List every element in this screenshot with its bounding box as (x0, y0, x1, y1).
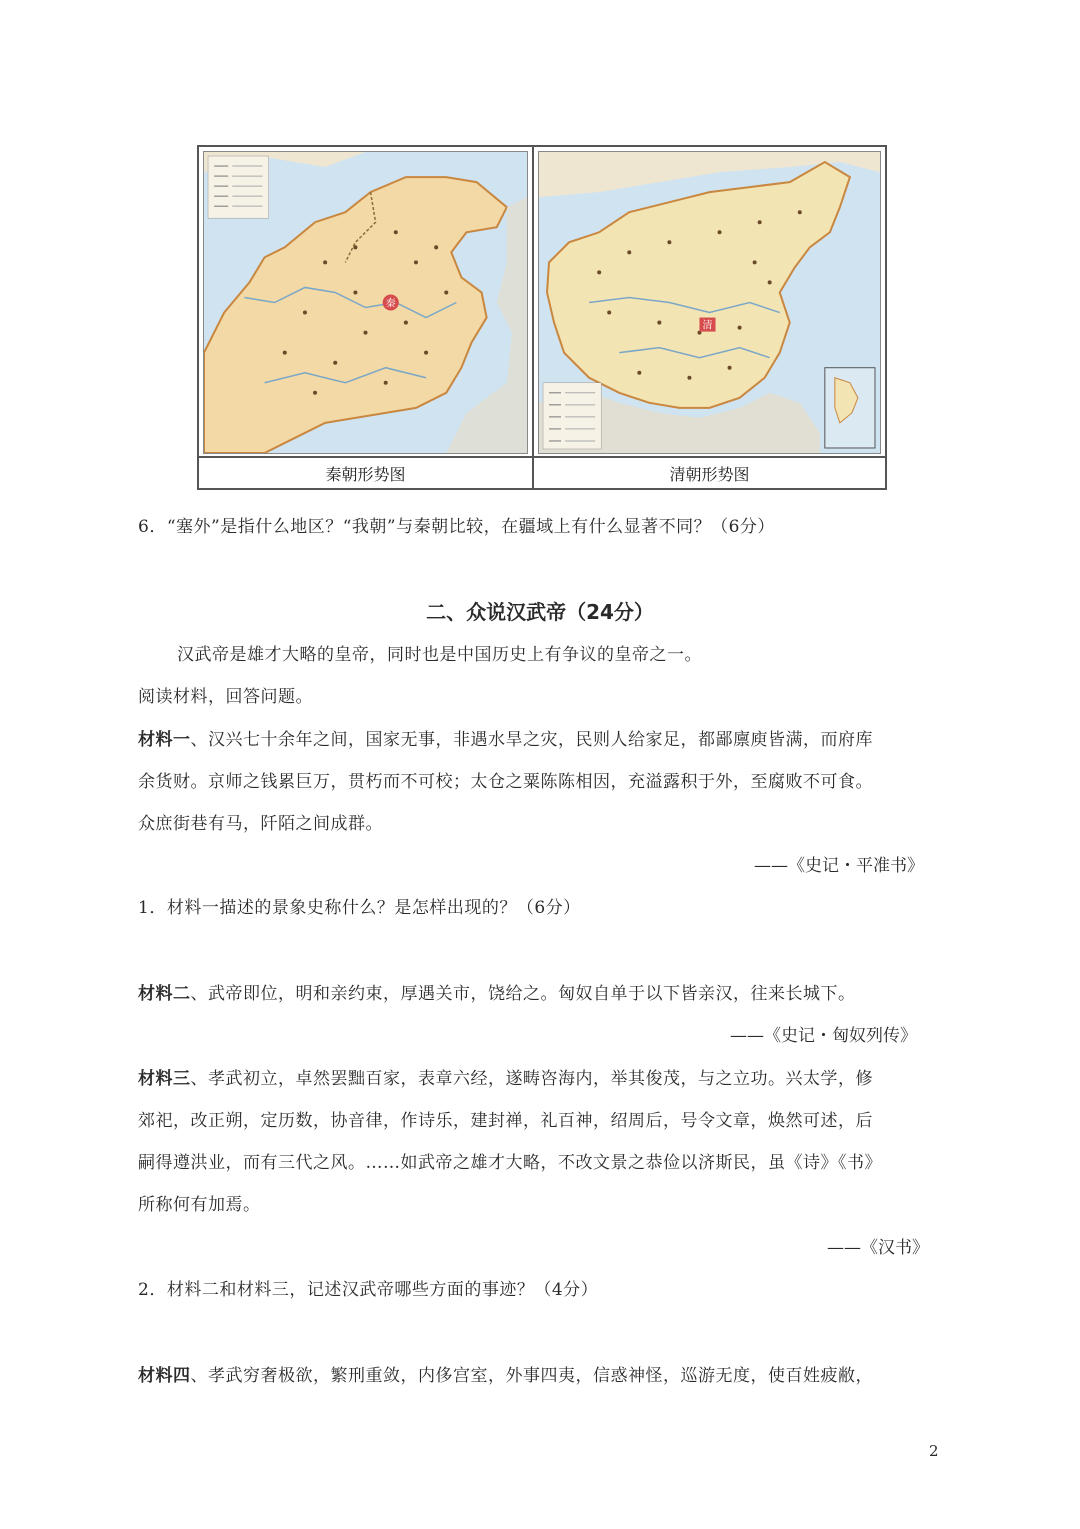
material-2-text-1: 、武帝即位，明和亲约束，厚遇关市，饶给之。匈奴自单于以下皆亲汉，往来长城下。 (190, 984, 856, 1004)
question-2: 2．材料二和材料三，记述汉武帝哪些方面的事迹？（4分） (138, 1280, 599, 1300)
qing-map-panel (534, 147, 885, 490)
qin-map-svg (204, 152, 527, 453)
question-6: 6．“塞外”是指什么地区？“我朝”与秦朝比较，在疆域上有什么显著不同？（6分） (138, 517, 775, 537)
material-3-source: ——《汉书》 (827, 1238, 929, 1258)
material-3-text-1: 、孝武初立，卓然罢黜百家，表章六经，遂畴咨海内，举其俊茂，与之立功。兴太学，修 (190, 1069, 873, 1089)
material-4-text-1: 、孝武穷奢极欲，繁刑重敛，内侈宫室，外事四夷，信惑神怪，巡游无度，使百姓疲敝， (190, 1366, 873, 1386)
material-3-line-4: 所称何有加焉。 (138, 1195, 261, 1215)
qing-map-svg (539, 152, 880, 453)
material-1-line-1 (138, 725, 873, 750)
section-intro: 汉武帝是雄才大略的皇帝，同时也是中国历史上有争议的皇帝之一。 (177, 645, 702, 665)
material-1-text-1: 、汉兴七十余年之间，国家无事，非遇水旱之灾，民则人给家足，都鄙廪庾皆满，而府库 (190, 730, 873, 750)
material-4-line-1 (138, 1361, 873, 1386)
material-1-line-2: 余货财。京师之钱累巨万，贯朽而不可校；太仓之粟陈陈相因，充溢露积于外，至腐败不可食。 (138, 772, 873, 792)
material-2-label: 材料二 (138, 984, 191, 1004)
qin-map-panel (199, 147, 534, 490)
section-title: 二、众说汉武帝（24分） (426, 600, 654, 624)
qing-center-label: 清 (702, 320, 713, 332)
qin-map-image (203, 151, 528, 454)
material-2-line-1 (138, 979, 856, 1004)
material-4-label: 材料四 (138, 1366, 191, 1386)
map-figure (197, 145, 887, 490)
page-number: 2 (929, 1442, 939, 1460)
material-3-line-2: 郊祀，改正朔，定历数，协音律，作诗乐，建封禅，礼百神，绍周后，号令文章，焕然可述，后 (138, 1111, 873, 1131)
qing-map-caption: 清朝形势图 (534, 456, 885, 492)
material-1-label: 材料一 (138, 730, 191, 750)
qin-center-label: 秦 (385, 298, 396, 310)
material-3-line-1 (138, 1064, 873, 1089)
question-1: 1．材料一描述的景象史称什么？是怎样出现的？（6分） (138, 898, 581, 918)
material-1-line-3: 众庶街巷有马，阡陌之间成群。 (138, 814, 383, 834)
material-3-line-3: 嗣得遵洪业，而有三代之风。……如武帝之雄才大略，不改文景之恭俭以济斯民，虽《诗》《书》 (138, 1153, 882, 1173)
material-3-label: 材料三 (138, 1069, 191, 1089)
qing-map-image (538, 151, 881, 454)
material-2-source: ——《史记・匈奴列传》 (730, 1026, 917, 1046)
reading-instruction: 阅读材料，回答问题。 (138, 687, 313, 707)
material-1-source: ——《史记・平准书》 (754, 856, 924, 876)
qin-map-caption: 秦朝形势图 (199, 456, 532, 492)
